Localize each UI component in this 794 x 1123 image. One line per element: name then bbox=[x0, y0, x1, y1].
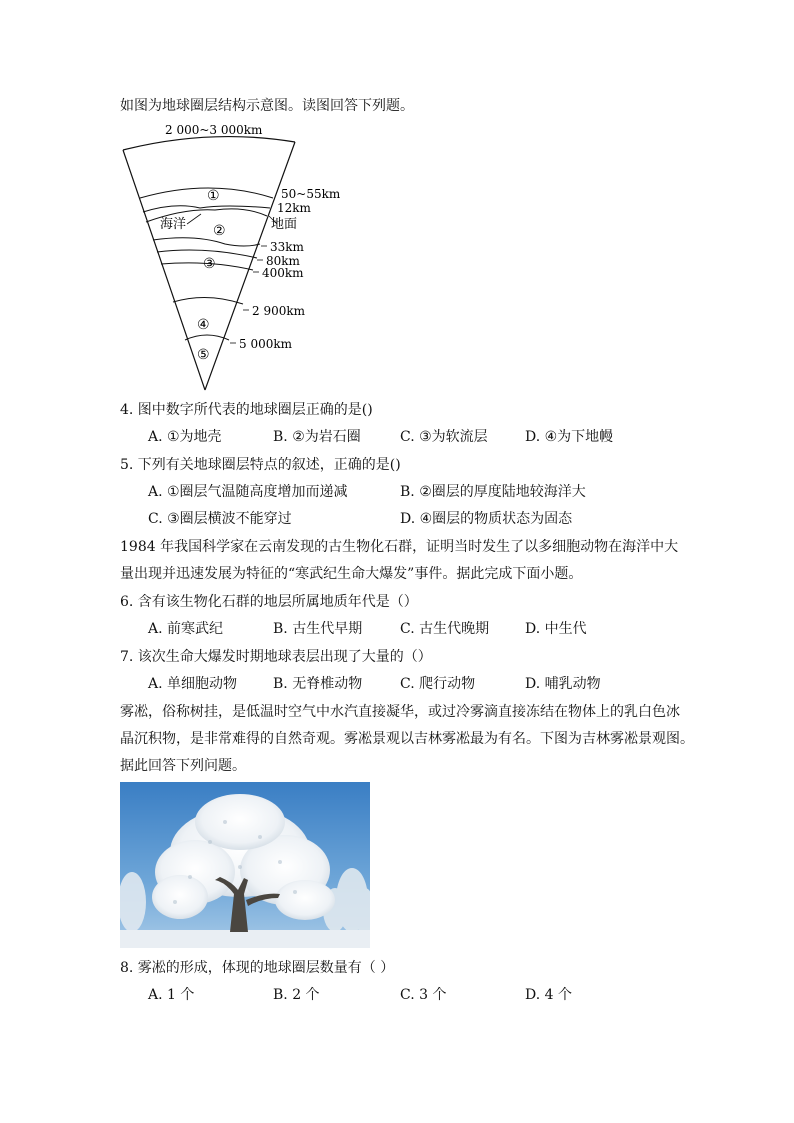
ground-label: 地面 bbox=[271, 217, 298, 232]
q8-option-b[interactable]: B. 2 个 bbox=[273, 987, 320, 1003]
q4-option-d[interactable]: D. ④为下地幔 bbox=[525, 429, 614, 445]
intro-text-1: 如图为地球圈层结构示意图。读图回答下列题。 bbox=[120, 98, 414, 114]
q7-option-d[interactable]: D. 哺乳动物 bbox=[525, 676, 601, 692]
intro-text-3-line-1: 雾凇，俗称树挂，是低温时空气中水汽直接凝华，或过冷雾滴直接冻结在物体上的乳白色冰 bbox=[120, 704, 680, 720]
q6-option-c[interactable]: C. 古生代晚期 bbox=[400, 621, 490, 637]
intro-text-3-line-3: 据此回答下列问题。 bbox=[120, 758, 246, 774]
depth-label-6: 2 900km bbox=[252, 304, 306, 318]
q4-option-c[interactable]: C. ③为软流层 bbox=[400, 429, 488, 445]
earth-layers-diagram bbox=[115, 120, 375, 395]
q5-option-d[interactable]: D. ④圈层的物质状态为固态 bbox=[400, 511, 573, 527]
depth-label-4: 80km bbox=[266, 254, 300, 268]
layer-1-label: ① bbox=[207, 188, 220, 204]
q8-option-c[interactable]: C. 3 个 bbox=[400, 987, 447, 1003]
q7-option-c[interactable]: C. 爬行动物 bbox=[400, 676, 476, 692]
q8-option-d[interactable]: D. 4 个 bbox=[525, 987, 572, 1003]
q7-option-b[interactable]: B. 无脊椎动物 bbox=[273, 676, 363, 692]
depth-label-1: 50~55km bbox=[281, 187, 341, 201]
q5-option-a[interactable]: A. ①圈层气温随高度增加而递减 bbox=[148, 484, 348, 500]
layer-2-label: ② bbox=[213, 223, 226, 239]
top-width-label: 2 000~3 000km bbox=[165, 123, 263, 137]
intro-text-2-line-1: 1984 年我国科学家在云南发现的古生物化石群，证明当时发生了以多细胞动物在海洋中大 bbox=[120, 539, 679, 555]
depth-label-5: 400km bbox=[262, 266, 304, 280]
q7-option-a[interactable]: A. 单细胞动物 bbox=[148, 676, 238, 692]
q6-option-d[interactable]: D. 中生代 bbox=[525, 621, 587, 637]
q5-option-b[interactable]: B. ②圈层的厚度陆地较海洋大 bbox=[400, 484, 586, 500]
depth-label-7: 5 000km bbox=[239, 337, 293, 351]
ocean-label: 海洋 bbox=[160, 217, 187, 232]
question-6-stem: 6. 含有该生物化石群的地层所属地质年代是（） bbox=[120, 594, 418, 610]
intro-text-2-line-2: 量出现并迅速发展为特征的“寒武纪生命大爆发”事件。据此完成下面小题。 bbox=[120, 566, 583, 582]
question-8-stem: 8. 雾凇的形成，体现的地球圈层数量有（ ） bbox=[120, 960, 395, 976]
depth-label-3: 33km bbox=[270, 240, 304, 254]
layer-4-label: ④ bbox=[197, 317, 210, 333]
layer-3-label: ③ bbox=[203, 256, 216, 272]
rime-landscape-photo bbox=[120, 782, 370, 948]
depth-label-2: 12km bbox=[277, 201, 311, 215]
q6-option-a[interactable]: A. 前寒武纪 bbox=[148, 621, 224, 637]
question-4-stem: 4. 图中数字所代表的地球圈层正确的是() bbox=[120, 402, 373, 418]
q6-option-b[interactable]: B. 古生代早期 bbox=[273, 621, 363, 637]
q4-option-a[interactable]: A. ①为地壳 bbox=[148, 429, 222, 445]
q4-option-b[interactable]: B. ②为岩石圈 bbox=[273, 429, 361, 445]
question-7-stem: 7. 该次生命大爆发时期地球表层出现了大量的（） bbox=[120, 649, 432, 665]
q5-option-c[interactable]: C. ③圈层横波不能穿过 bbox=[148, 511, 292, 527]
intro-text-3-line-2: 晶沉积物，是非常难得的自然奇观。雾凇景观以吉林雾凇最为有名。下图为吉林雾凇景观图。 bbox=[120, 731, 694, 747]
question-5-stem: 5. 下列有关地球圈层特点的叙述，正确的是() bbox=[120, 457, 401, 473]
q8-option-a[interactable]: A. 1 个 bbox=[148, 987, 195, 1003]
layer-5-label: ⑤ bbox=[197, 347, 210, 363]
